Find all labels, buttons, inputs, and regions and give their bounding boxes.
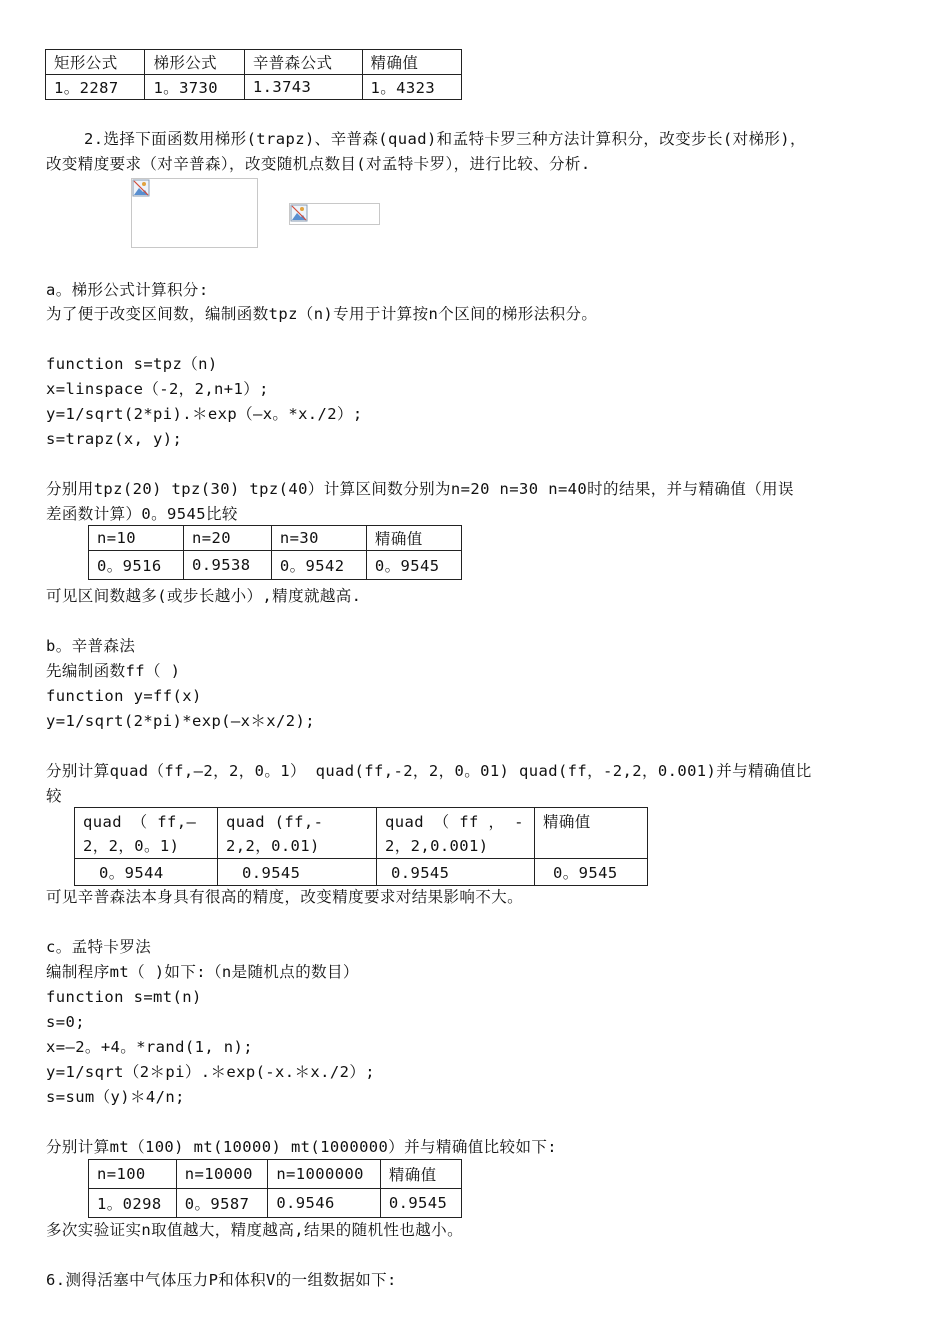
table-cell: 1.3743 <box>244 75 362 100</box>
section-a-description: 为了便于改变区间数，编制函数tpz（n)专用于计算按n个区间的梯形法积分。 <box>46 305 598 323</box>
table-row <box>75 859 648 886</box>
code-line: s=sum（y)＊4/n; <box>46 1088 185 1106</box>
table-cell: 0。9587 <box>176 1189 268 1218</box>
section-a-title: a。梯形公式计算积分: <box>46 281 209 299</box>
section-c-compare-line: 分别计算mt（100) mt(10000) mt(1000000）并与精确值比较如下: <box>46 1138 557 1156</box>
code-line: y=1/sqrt(2*pi)*exp(—x＊x/2); <box>46 712 315 730</box>
header-line: 精确值 <box>543 813 591 831</box>
code-line: x=linspace（-2，2,n+1）; <box>46 380 269 398</box>
table-cell: 0.9538 <box>184 551 272 580</box>
table-header-cell: n=10 <box>89 526 184 551</box>
section-c-description: 编制程序mt（ )如下:（n是随机点的数目） <box>46 963 359 981</box>
code-line: s=0; <box>46 1013 85 1031</box>
header-line: quad （ ff ， - <box>385 813 524 831</box>
section-a-compare-line-1: 分别用tpz(20) tpz(30) tpz(40）计算区间数分别为n=20 n=30 n=40时的结果，并与精确值（用误 <box>46 480 794 498</box>
code-line: x=—2。+4。*rand(1, n); <box>46 1038 253 1056</box>
section-b-title: b。辛普森法 <box>46 637 136 655</box>
table-header-cell <box>75 808 218 859</box>
code-line: function s=mt(n) <box>46 988 202 1006</box>
header-line: 2，2，0。1) <box>83 837 180 855</box>
table-cell: 0.9545 <box>218 859 377 886</box>
table-row <box>89 1189 462 1218</box>
table-cell: 1。2287 <box>46 75 145 100</box>
table-header-cell: 精确值 <box>366 526 461 551</box>
section-b-compare-line-2: 较 <box>46 787 62 805</box>
table-header-cell: 辛普森公式 <box>244 50 362 75</box>
paragraph-2-line-1: 2.选择下面函数用梯形(trapz)、辛普森(quad)和孟特卡罗三种方法计算积分，改变步长(对梯形)， <box>84 130 806 148</box>
section-b-conclusion: 可见辛普森法本身具有很高的精度，改变精度要求对结果影响不大。 <box>46 888 524 906</box>
table-header-cell: 梯形公式 <box>145 50 244 75</box>
table-cell: 0.9545 <box>377 859 535 886</box>
code-line: function s=tpz（n) <box>46 355 218 373</box>
broken-image-icon <box>290 204 308 222</box>
paragraph-2-line-2: 改变精度要求（对辛普森），改变随机点数目(对孟特卡罗），进行比较、分析. <box>46 155 591 173</box>
table-cell: 1。3730 <box>145 75 244 100</box>
monte-carlo-result-table <box>88 1159 462 1218</box>
table-row <box>46 75 462 100</box>
paragraph-6: 6.测得活塞中气体压力P和体积V的一组数据如下: <box>46 1271 397 1289</box>
table-cell: 0。9542 <box>271 551 366 580</box>
table-cell: 1。0298 <box>89 1189 177 1218</box>
table-row <box>46 50 462 75</box>
table-cell: 0。9544 <box>75 859 218 886</box>
table-header-cell: 精确值 <box>380 1160 461 1189</box>
table-cell: 0。9545 <box>535 859 648 886</box>
code-line: function y=ff(x) <box>46 687 202 705</box>
formula-image-placeholder <box>131 178 258 248</box>
table-header-cell: 矩形公式 <box>46 50 145 75</box>
section-b-compare-line-1: 分别计算quad（ff,—2，2，0。1） quad(ff,-2，2，0。01) quad(ff，-2,2，0.001)并与精确值比 <box>46 762 812 780</box>
section-b-description: 先编制函数ff（ ) <box>46 662 181 680</box>
section-a-compare-line-2: 差函数计算）0。9545比较 <box>46 505 238 523</box>
table-cell: 0。9516 <box>89 551 184 580</box>
trapz-result-table <box>88 525 462 580</box>
header-line: quad (ff,- <box>226 813 324 831</box>
table-header-cell: n=100 <box>89 1160 177 1189</box>
section-c-conclusion: 多次实验证实n取值越大，精度越高,结果的随机性也越小。 <box>46 1221 463 1239</box>
table-cell: 0。9545 <box>366 551 461 580</box>
table-cell: 0.9545 <box>380 1189 461 1218</box>
formula-image-placeholder <box>289 203 380 225</box>
table-header-cell: n=20 <box>184 526 272 551</box>
table-row <box>89 551 462 580</box>
code-line: y=1/sqrt（2＊pi）.＊exp(-x.＊x./2）; <box>46 1063 375 1081</box>
section-a-conclusion: 可见区间数越多(或步长越小）,精度就越高. <box>46 587 362 605</box>
header-line: 2，2,0.001) <box>385 837 489 855</box>
table-cell: 0.9546 <box>268 1189 381 1218</box>
section-c-title: c。孟特卡罗法 <box>46 938 152 956</box>
table-header-cell <box>535 808 648 859</box>
header-line: quad （ ff,— <box>83 813 197 831</box>
table-row <box>75 808 648 859</box>
result-table-1 <box>45 49 462 100</box>
table-cell: 1。4323 <box>362 75 461 100</box>
table-header-cell: n=10000 <box>176 1160 268 1189</box>
table-row <box>89 1160 462 1189</box>
table-row <box>89 526 462 551</box>
code-line: y=1/sqrt(2*pi).＊exp（—x。*x./2）; <box>46 405 363 423</box>
table-header-cell: n=30 <box>271 526 366 551</box>
table-header-cell <box>377 808 535 859</box>
table-header-cell <box>218 808 377 859</box>
header-line: 2,2，0.01) <box>226 837 320 855</box>
table-header-cell: 精确值 <box>362 50 461 75</box>
quad-result-table <box>74 807 648 886</box>
code-line: s=trapz(x, y); <box>46 430 183 448</box>
table-header-cell: n=1000000 <box>268 1160 381 1189</box>
broken-image-icon <box>132 179 150 197</box>
